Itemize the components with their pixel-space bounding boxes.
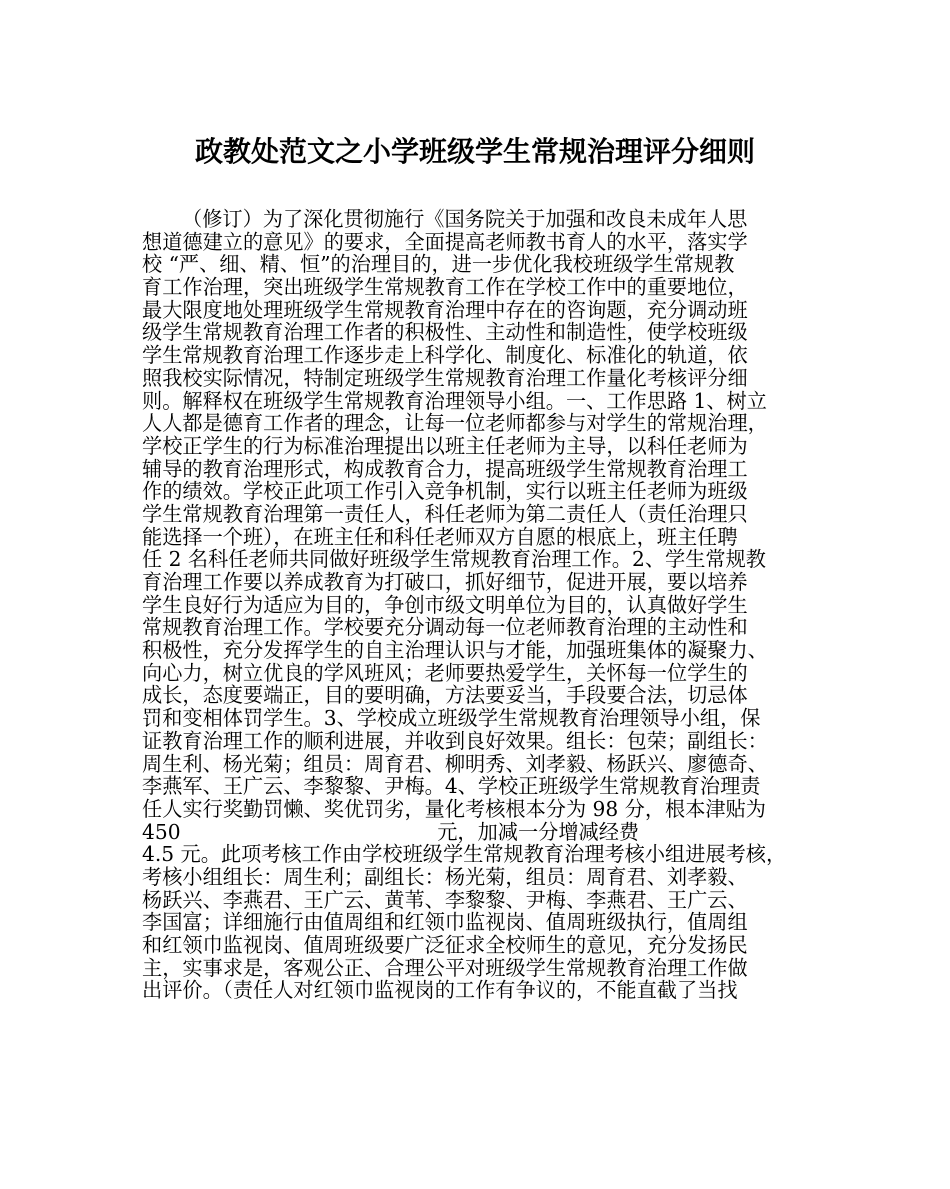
body-line: （修订）为了深化贯彻施行《国务院关于加强和改良未成年人思 bbox=[182, 207, 748, 231]
body-line: 周生利、杨光菊；组员：周育君、柳明秀、刘孝毅、杨跃兴、廖德奇、 bbox=[142, 751, 768, 776]
body-line: 主，实事求是，客观公正、合理公平对班级学生常规教育治理工作做 bbox=[142, 955, 748, 980]
body-line: 出评价。（责任人对红领巾监视岗的工作有争议的，不能直截了当找 bbox=[142, 978, 738, 1003]
body-line: 校 “严、细、精、恒”的治理目的，进一步优化我校班级学生常规教 bbox=[142, 252, 735, 277]
body-line: 能选择一个班），在班主任和科任老师双方自愿的根底上，班主任聘 bbox=[142, 524, 738, 549]
document-title: 政教处范文之小学班级学生常规治理评分细则 bbox=[194, 135, 755, 168]
body-line: 任人实行奖勤罚懒、奖优罚劣，量化考核根本分为 98 分，根本津贴为 bbox=[142, 796, 766, 821]
body-line: 罚和变相体罚学生。3、学校成立班级学生常规教育治理领导小组，保 bbox=[142, 706, 761, 731]
body-line: 学生常规教育治理第一责任人，科任老师为第二责任人（责任治理只 bbox=[142, 501, 748, 526]
body-line: 积极性，充分发挥学生的自主治理认识与才能，加强班集体的凝聚力、 bbox=[142, 638, 768, 663]
body-line: 育治理工作要以养成教育为打破口，抓好细节，促进开展，要以培养 bbox=[142, 570, 748, 594]
body-line: 照我校实际情况，特制定班级学生常规教育治理工作量化考核评分细 bbox=[142, 365, 748, 390]
body-line: 辅导的教育治理形式，构成教育合力，提高班级学生常规教育治理工 bbox=[142, 456, 748, 481]
body-line: 学生常规教育治理工作逐步走上科学化、制度化、标准化的轨道，依 bbox=[142, 343, 748, 368]
body-line: 任 2 名科任老师共同做好班级学生常规教育治理工作。2、学生常规教 bbox=[142, 547, 766, 572]
body-line: 作的绩效。学校正此项工作引入竞争机制，实行以班主任老师为班级 bbox=[142, 479, 748, 504]
body-line: 成长，态度要端正，目的要明确，方法要妥当，手段要合法，切忌体 bbox=[142, 683, 748, 708]
body-line: 450 元，加减一分增减经费 bbox=[142, 819, 640, 844]
body-line: 学生良好行为适应为目的，争创市级文明单位为目的，认真做好学生 bbox=[142, 592, 748, 617]
body-line: 向心力，树立优良的学风班风；老师要热爱学生，关怀每一位学生的 bbox=[142, 660, 748, 685]
body-line: 4.5 元。此项考核工作由学校班级学生常规教育治理考核小组进展考核， bbox=[142, 842, 787, 867]
body-line: 李燕军、王广云、李黎黎、尹梅。4、学校正班级学生常规教育治理责 bbox=[142, 774, 761, 799]
body-line: 则。解释权在班级学生常规教育治理领导小组。一、工作思路 1、树立 bbox=[142, 388, 767, 413]
document-body bbox=[142, 208, 818, 1002]
body-line: 考核小组组长：周生利；副组长：杨光菊，组员：周育君、刘孝毅、 bbox=[142, 864, 748, 889]
body-line: 学校正学生的行为标准治理提出以班主任老师为主导，以科任老师为 bbox=[142, 433, 748, 458]
body-line: 证教育治理工作的顺利进展，并收到良好效果。组长：包荣；副组长： bbox=[142, 728, 768, 753]
body-line: 级学生常规教育治理工作者的积极性、主动性和制造性，使学校班级 bbox=[142, 320, 748, 345]
body-line: 常规教育治理工作。学校要充分调动每一位老师教育治理的主动性和 bbox=[142, 615, 748, 640]
body-line: 育工作治理，突出班级学生常规教育工作在学校工作中的重要地位， bbox=[142, 275, 748, 300]
body-line: 人人都是德育工作者的理念，让每一位老师都参与对学生的常规治理， bbox=[142, 411, 768, 436]
body-line: 和红领巾监视岗、值周班级要广泛征求全校师生的意见，充分发扬民 bbox=[142, 933, 748, 957]
body-line: 最大限度地处理班级学生常规教育治理中存在的咨询题，充分调动班 bbox=[142, 297, 748, 322]
body-line: 李国富；详细施行由值周组和红领巾监视岗、值周班级执行，值周组 bbox=[142, 910, 748, 935]
body-line: 想道德建立的意见》的要求，全面提高老师教书育人的水平，落实学 bbox=[142, 229, 748, 254]
body-line: 杨跃兴、李燕君、王广云、黄苇、李黎黎、尹梅、李燕君、王广云、 bbox=[142, 887, 748, 912]
